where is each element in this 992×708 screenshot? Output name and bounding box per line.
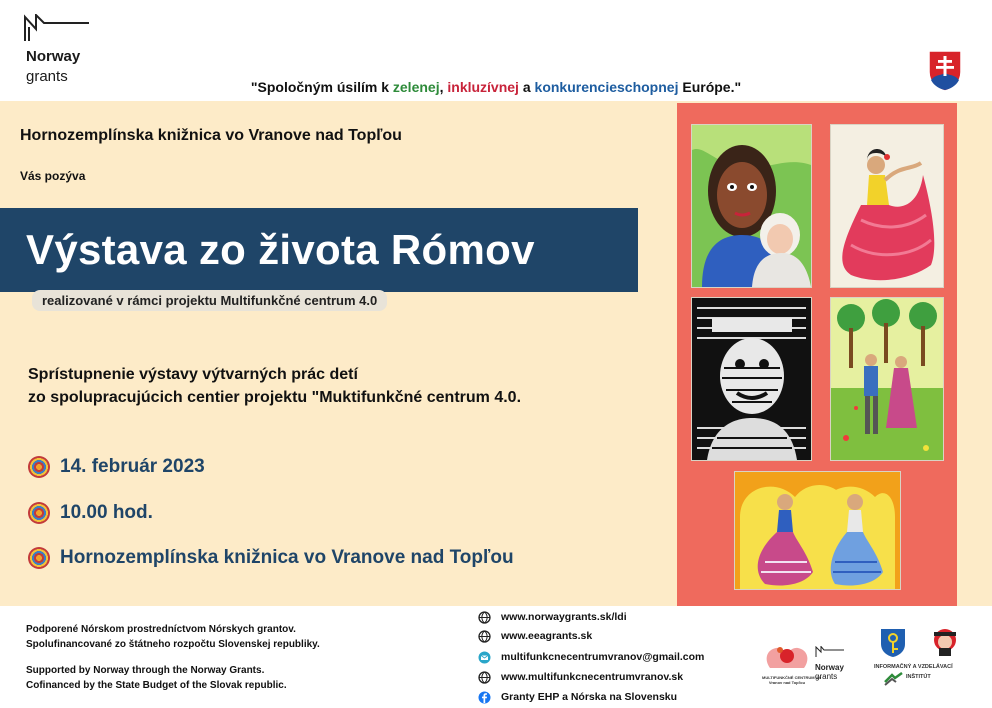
slogan-start: "Spoločným úsilím k [250,79,393,95]
venue-bullet-icon [28,547,50,569]
invite-text: Vás pozýva [20,169,86,183]
link-text: Granty EHP a Nórska na Slovensku [501,691,678,703]
multifunkcne-centrum-logo [762,640,822,685]
slovak-coat-of-arms-icon [928,50,962,92]
mc-logo-sub: Vranov nad Topľou [768,680,806,685]
description-line-2: zo spolupracujúcich centier projektu "Muktifunkčné centrum 4.0. [28,389,522,406]
link-email[interactable] [478,649,704,665]
vranov-crest-icon [880,628,906,663]
slogan-blue: konkurencieschopnej [534,79,679,95]
norway-grants-small-logo [815,645,845,681]
ng-small-sub: grants [815,672,838,681]
institute-arrows-icon [884,672,904,691]
artwork-two-dancers [734,471,901,590]
event-date: 14. február 2023 [60,456,205,477]
time-row [28,498,153,528]
footer-sk-line-2: Spolufinancované zo štátneho rozpočtu Slovenskej republiky. [26,639,320,650]
globe-icon [478,671,491,684]
artwork-mother-child [691,124,812,288]
ng-small-name: Norway [815,663,844,672]
institute-sub: INŠTITÚT [906,674,931,680]
event-time: 10.00 hod. [60,502,153,523]
organizer: Hornozemplínska knižnica vo Vranove nad Topľou [20,127,402,144]
link-text: multifunkcnecentrumvranov@gmail.com [501,651,705,663]
footer-sk-line-1: Podporené Nórskom prostredníctvom Nórskych grantov. [26,624,296,635]
footer-en-line-2: Cofinanced by the State Budget of the Slovak republic. [26,680,287,691]
event-subtitle: realizované v rámci projektu Multifunkčné centrum 4.0 [32,290,387,311]
artwork-couple-trees [830,297,944,461]
link-eeagrants[interactable] [478,628,592,644]
link-text: www.eeagrants.sk [501,630,593,642]
institute-text: INFORMAČNÝ A VZDELÁVACÍ [874,664,953,670]
globe-icon [478,630,491,643]
hands-heart-icon [762,640,812,670]
slogan-sep1: , [439,79,448,95]
institute-mascot-icon [930,626,960,663]
artwork-gallery [677,103,957,606]
event-title: Výstava zo života Rómov [26,226,535,273]
slogan-green: zelenej [392,79,440,95]
artwork-woodcut-portrait [691,297,812,461]
description-line-1: Sprístupnenie výstavy výtvarných prác detí [28,366,358,383]
globe-icon [478,611,491,624]
date-bullet-icon [28,456,50,478]
time-bullet-icon [28,502,50,524]
link-facebook[interactable] [478,689,677,705]
link-norwaygrants[interactable] [478,609,627,625]
email-icon [478,651,491,664]
date-row [28,452,205,482]
link-text: www.norwaygrants.sk/ldi [501,611,627,623]
artwork-dancer [830,124,944,288]
venue-row [28,543,514,573]
mc-logo-text: MULTIFUNKČNÉ CENTRUM 4.0 [762,675,822,680]
slogan [0,79,992,95]
logo-name: Norway [26,48,81,65]
slogan-red: inkluzívnej [447,79,519,95]
slogan-sep2: a [518,79,535,95]
footer-en-line-1: Supported by Norway through the Norway Grants. [26,665,265,676]
event-venue: Hornozemplínska knižnica vo Vranove nad Topľou [60,547,514,568]
logo-sub: grants [26,68,68,85]
link-text: www.multifunkcnecentrumvranov.sk [501,671,684,683]
facebook-icon [478,691,491,704]
norway-grants-small-icon [815,646,845,658]
link-multifunkcne[interactable] [478,669,683,685]
slogan-end: Európe." [678,79,742,95]
norway-grants-logo-icon [24,14,90,42]
